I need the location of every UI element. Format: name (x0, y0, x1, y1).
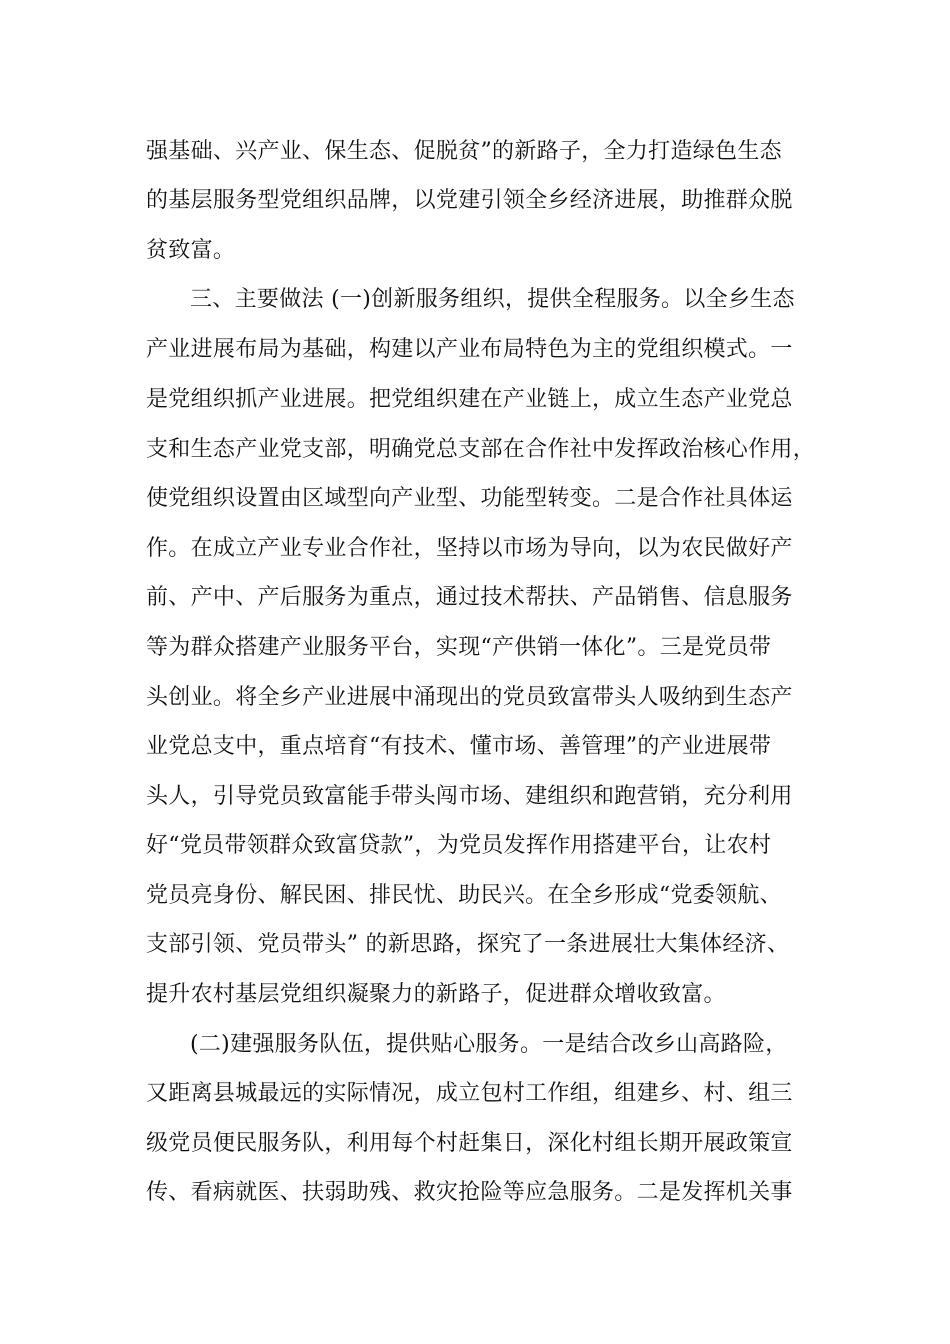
text-line: 强基础、兴产业、保生态、促脱贫”的新路子，全力打造绿色生态 (146, 139, 782, 164)
text-line: 又距离县城最远的实际情况，成立包村工作组，组建乡、村、组三 (146, 1081, 793, 1106)
text-line: 前、产中、产后服务为重点，通过技术帮扶、产品销售、信息服务 (146, 585, 793, 610)
text-line: 提升农村基层党组织凝聚力的新路子，促进群众增收致富。 (146, 982, 726, 1007)
text-line: 传、看病就医、扶弱助残、救灾抢险等应急服务。二是发挥机关事 (146, 1180, 793, 1205)
text-line: 的基层服务型党组织品牌，以党建引领全乡经济进展，助推群众脱 (146, 188, 793, 213)
text-line: 等为群众搭建产业服务平台，实现“产供销一体化”。三是党员带 (146, 635, 772, 660)
text-line: 头创业。将全乡产业进展中涌现出的党员致富带头人吸纳到生态产 (146, 685, 793, 710)
text-line: 使党组织设置由区域型向产业型、功能型转变。二是合作社具体运 (146, 486, 793, 511)
text-line: 支和生态产业党支部，明确党总支部在合作社中发挥政治核心作用， (146, 437, 816, 462)
text-line: 贫致富。 (146, 238, 236, 263)
text-line: 级党员便民服务队，利用每个村赶集日，深化村组长期开展政策宣 (146, 1131, 793, 1156)
text-line: 作。在成立产业专业合作社，坚持以市场为导向，以为农民做好产 (146, 536, 793, 561)
text-line: 产业进展布局为基础，构建以产业布局特色为主的党组织模式。一 (146, 337, 793, 362)
text-line: 好“党员带领群众致富贷款”，为党员发挥作用搭建平台，让农村 (146, 833, 772, 858)
text-line: 头人，引导党员致富能手带头闯市场、建组织和跑营销，充分利用 (146, 784, 793, 809)
text-line: 是党组织抓产业进展。把党组织建在产业链上，成立生态产业党总 (146, 387, 793, 412)
paragraph-start-line: (二)建强服务队伍，提供贴心服务。一是结合改乡山高路险， (190, 1032, 788, 1057)
text-line: 业党总支中，重点培育“有技术、懂市场、善管理”的产业进展带 (146, 734, 772, 759)
paragraph-start-line: 三、主要做法 (一)创新服务组织，提供全程服务。以全乡生态 (190, 287, 795, 312)
text-line: 支部引领、党员带头” 的新思路，探究了一条进展壮大集体经济、 (146, 932, 790, 957)
text-line: 党员亮身份、解民困、排民忧、助民兴。在全乡形成“党委领航、 (146, 883, 782, 908)
